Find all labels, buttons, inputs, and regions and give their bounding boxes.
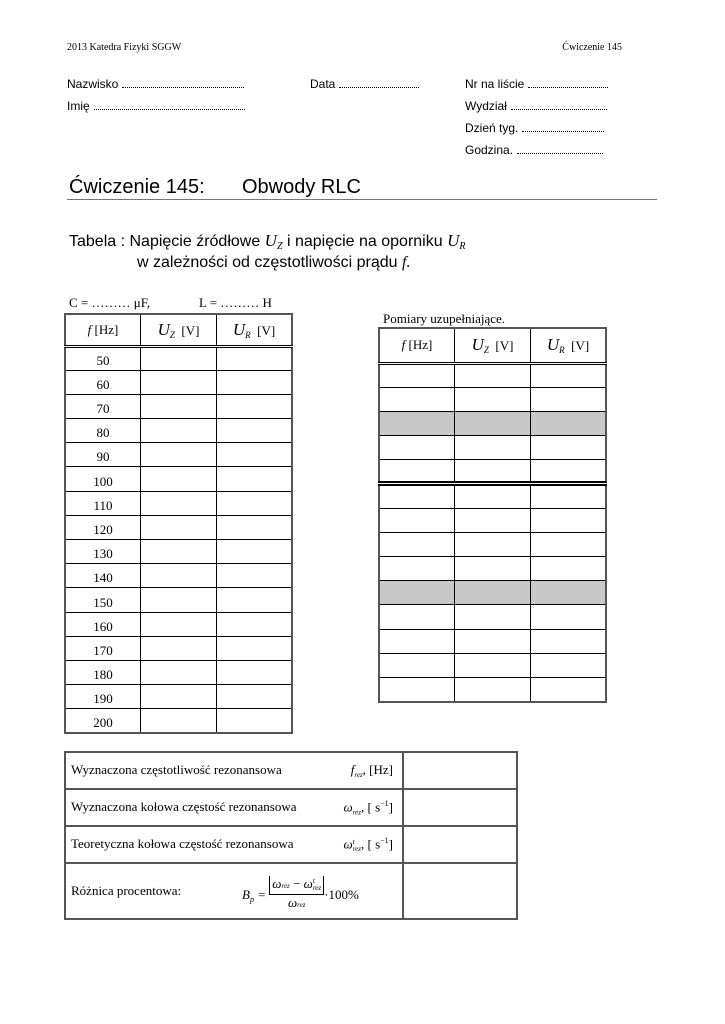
extra-f-cell[interactable]: [379, 411, 455, 435]
extra-ur-cell[interactable]: [531, 436, 607, 460]
extra-uz-cell[interactable]: [455, 436, 531, 460]
name-field[interactable]: [67, 99, 245, 113]
diff-numerator: ωrez − ωt rez: [269, 876, 324, 895]
uz-cell[interactable]: [141, 660, 217, 684]
result-row-diff: [65, 863, 517, 919]
extra-col-f: f [Hz]: [379, 328, 455, 363]
freq-cell: 150: [65, 588, 141, 612]
table-row: [65, 636, 292, 660]
result-freq-label: Wyznaczona częstotliwość rezonansowa: [71, 762, 282, 777]
extra-uz-cell[interactable]: [455, 363, 531, 387]
table-row: [65, 612, 292, 636]
freq-cell: 50: [65, 346, 141, 370]
extra-table-row: [379, 484, 606, 508]
list-no-label: Nr na liście: [465, 77, 525, 91]
ur-cell[interactable]: [217, 419, 293, 443]
extra-ur-cell[interactable]: [531, 387, 607, 411]
extra-uz-cell[interactable]: [455, 508, 531, 532]
extra-ur-cell[interactable]: [531, 532, 607, 556]
result-row-omega: [65, 789, 517, 826]
table-row: [65, 540, 292, 564]
extra-table-row: [379, 557, 606, 581]
table-row: [65, 467, 292, 491]
hour-label: Godzina.: [465, 143, 514, 157]
extra-f-cell[interactable]: [379, 605, 455, 629]
extra-f-cell[interactable]: [379, 629, 455, 653]
extra-f-cell[interactable]: [379, 436, 455, 460]
extra-ur-cell[interactable]: [531, 605, 607, 629]
extra-uz-cell[interactable]: [455, 653, 531, 677]
uz-cell[interactable]: [141, 515, 217, 539]
name-dots: [94, 99, 245, 110]
weekday-label: Dzień tyg.: [465, 121, 519, 135]
result-freq-value[interactable]: [403, 752, 517, 789]
ur-cell[interactable]: [217, 636, 293, 660]
ur-cell[interactable]: [217, 660, 293, 684]
extra-col-uz: $U_Z$ [V]: [455, 328, 531, 363]
freq-cell: 140: [65, 564, 141, 588]
result-omega-theory-label: Teoretyczna kołowa częstość rezonansowa: [71, 835, 294, 851]
subtitle-f: f.: [402, 254, 411, 271]
subtitle-line1: [69, 231, 465, 252]
extra-table-header: [379, 328, 606, 363]
extra-ur-cell[interactable]: [531, 581, 607, 605]
uz-cell[interactable]: [141, 685, 217, 709]
extra-ur-cell[interactable]: [531, 460, 607, 484]
extra-uz-cell[interactable]: [455, 460, 531, 484]
freq-cell: 130: [65, 540, 141, 564]
result-omega-label: Wyznaczona kołowa częstość rezonansowa: [71, 798, 297, 814]
col-f: f [Hz]: [65, 314, 141, 346]
uz-cell[interactable]: [141, 370, 217, 394]
surname-dots: [122, 77, 244, 88]
result-omega-symbol: $\omega_{rez}$, [ $s^{-1}$]: [343, 798, 393, 817]
extra-ur-cell[interactable]: [531, 653, 607, 677]
uz-cell[interactable]: [141, 467, 217, 491]
results-table: [64, 751, 518, 920]
weekday-field[interactable]: [465, 121, 604, 135]
weekday-dots: [522, 121, 604, 132]
extra-uz-cell[interactable]: [455, 557, 531, 581]
extra-col-ur: $U_R$ [V]: [531, 328, 607, 363]
main-table-header: [65, 314, 292, 346]
table-row: [65, 346, 292, 370]
hour-field[interactable]: [465, 143, 603, 157]
col-uz: $U_Z$ [V]: [141, 314, 217, 346]
ur-cell[interactable]: [217, 443, 293, 467]
extra-ur-cell[interactable]: [531, 677, 607, 701]
freq-cell: 80: [65, 419, 141, 443]
extra-f-cell[interactable]: [379, 653, 455, 677]
extra-table-row: [379, 387, 606, 411]
table-row: [65, 709, 292, 733]
result-omega-theory-value[interactable]: [403, 826, 517, 863]
extra-table-row: [379, 532, 606, 556]
date-field[interactable]: [310, 77, 419, 91]
uz-cell[interactable]: [141, 540, 217, 564]
freq-cell: 90: [65, 443, 141, 467]
extra-f-cell[interactable]: [379, 484, 455, 508]
ur-cell[interactable]: [217, 564, 293, 588]
faculty-field[interactable]: [465, 99, 607, 113]
extra-uz-cell[interactable]: [455, 387, 531, 411]
ur-cell[interactable]: [217, 709, 293, 733]
freq-cell: 120: [65, 515, 141, 539]
table-row: [65, 660, 292, 684]
table-row: [65, 394, 292, 418]
extra-table-row: [379, 653, 606, 677]
extra-ur-cell[interactable]: [531, 557, 607, 581]
col-ur: $U_R$ [V]: [217, 314, 293, 346]
uz-cell[interactable]: [141, 419, 217, 443]
table-row: [65, 370, 292, 394]
uz-symbol: U: [264, 231, 277, 250]
result-omega-label-cell: [65, 789, 403, 826]
extra-uz-cell[interactable]: [455, 532, 531, 556]
diff-fraction: [269, 876, 324, 913]
freq-cell: 190: [65, 685, 141, 709]
exercise-number: Ćwiczenie 145:: [69, 176, 205, 198]
subtitle-middle: i napięcie na oporniku: [286, 233, 443, 250]
main-table: [64, 313, 293, 734]
list-no-dots: [528, 77, 608, 88]
ur-cell[interactable]: [217, 515, 293, 539]
ur-cell[interactable]: [217, 540, 293, 564]
ur-cell[interactable]: [217, 491, 293, 515]
extra-uz-cell[interactable]: [455, 677, 531, 701]
extra-f-cell[interactable]: [379, 532, 455, 556]
result-diff-label: Różnica procentowa:: [71, 883, 182, 898]
extra-uz-cell[interactable]: [455, 629, 531, 653]
uz-sub: Z: [276, 241, 283, 252]
table-row: [65, 515, 292, 539]
extra-table-row: [379, 363, 606, 387]
extra-ur-cell[interactable]: [531, 629, 607, 653]
uz-cell[interactable]: [141, 394, 217, 418]
hour-dots: [517, 143, 603, 154]
subtitle-prefix: Tabela : Napięcie źródłowe: [69, 233, 261, 250]
extra-ur-cell[interactable]: [531, 411, 607, 435]
extra-ur-cell[interactable]: [531, 508, 607, 532]
table-row: [65, 564, 292, 588]
uz-cell[interactable]: [141, 491, 217, 515]
ur-sub: R: [459, 241, 466, 252]
extra-table-row: [379, 605, 606, 629]
table-row: [65, 588, 292, 612]
ur-cell[interactable]: [217, 467, 293, 491]
freq-cell: 180: [65, 660, 141, 684]
extra-ur-cell[interactable]: [531, 363, 607, 387]
freq-cell: 100: [65, 467, 141, 491]
extra-f-cell[interactable]: [379, 387, 455, 411]
extra-uz-cell[interactable]: [455, 581, 531, 605]
table-row: [65, 419, 292, 443]
extra-f-cell[interactable]: [379, 581, 455, 605]
ur-cell[interactable]: [217, 370, 293, 394]
ur-symbol: U: [447, 231, 460, 250]
result-row-omega-theory: [65, 826, 517, 863]
result-omega-theory-label-cell: [65, 826, 403, 863]
freq-cell: 170: [65, 636, 141, 660]
exercise-topic: Obwody RLC: [242, 176, 361, 198]
extra-uz-cell[interactable]: [455, 484, 531, 508]
extra-caption: Pomiary uzupełniające.: [383, 311, 506, 326]
date-dots: [339, 77, 419, 88]
diff-formula: B p = ωrez − ωt rez ωrez ·100%: [242, 876, 359, 913]
main-table-body: [65, 346, 292, 733]
freq-cell: 70: [65, 394, 141, 418]
date-label: Data: [310, 77, 336, 91]
subtitle-line2: [137, 254, 410, 272]
extra-uz-cell[interactable]: [455, 411, 531, 435]
subtitle-line2-text: w zależności od częstotliwości prądu: [137, 254, 398, 271]
surname-label: Nazwisko: [67, 77, 119, 91]
freq-cell: 160: [65, 612, 141, 636]
freq-cell: 60: [65, 370, 141, 394]
extra-table-body: [379, 363, 606, 702]
table-row: [65, 443, 292, 467]
extra-table-row: [379, 581, 606, 605]
result-freq-symbol: $f_{rez}$, [Hz]: [350, 762, 393, 779]
uz-cell[interactable]: [141, 346, 217, 370]
header-left: 2013 Katedra Fizyki SGGW: [67, 42, 182, 53]
faculty-dots: [511, 99, 607, 110]
ur-cell[interactable]: [217, 394, 293, 418]
table-row: [65, 491, 292, 515]
extra-table-row: [379, 677, 606, 701]
name-label: Imię: [67, 99, 90, 113]
extra-table: [378, 327, 607, 703]
uz-cell[interactable]: [141, 588, 217, 612]
extra-table-row: [379, 508, 606, 532]
table-row: [65, 685, 292, 709]
result-freq-label-cell: [65, 752, 403, 789]
extra-f-cell[interactable]: [379, 363, 455, 387]
uz-cell[interactable]: [141, 564, 217, 588]
inductance-param: L = ……… H: [199, 295, 272, 310]
diff-denominator: ωrez: [287, 895, 306, 910]
result-omega-value[interactable]: [403, 789, 517, 826]
capacitance-param: C = ……… μF,: [69, 295, 151, 310]
header-right: Ćwiczenie 145: [562, 42, 622, 53]
extra-table-row: [379, 629, 606, 653]
result-row-freq: [65, 752, 517, 789]
extra-f-cell[interactable]: [379, 508, 455, 532]
extra-uz-cell[interactable]: [455, 605, 531, 629]
extra-ur-cell[interactable]: [531, 484, 607, 508]
uz-cell[interactable]: [141, 443, 217, 467]
uz-cell[interactable]: [141, 709, 217, 733]
extra-table-row: [379, 411, 606, 435]
result-diff-label-cell: [65, 863, 403, 919]
result-omega-theory-symbol: ωt rez, [ $s^{-1}$]: [343, 835, 393, 854]
extra-f-cell[interactable]: [379, 677, 455, 701]
extra-table-row: [379, 436, 606, 460]
extra-f-cell[interactable]: [379, 557, 455, 581]
ur-cell[interactable]: [217, 346, 293, 370]
freq-cell: 110: [65, 491, 141, 515]
freq-cell: 200: [65, 709, 141, 733]
uz-cell[interactable]: [141, 612, 217, 636]
ur-cell[interactable]: [217, 612, 293, 636]
ur-cell[interactable]: [217, 588, 293, 612]
list-no-field[interactable]: [465, 77, 608, 91]
title-rule: [67, 199, 657, 200]
surname-field[interactable]: [67, 77, 244, 91]
uz-cell[interactable]: [141, 636, 217, 660]
faculty-label: Wydział: [465, 99, 507, 113]
extra-table-row: [379, 460, 606, 484]
result-diff-value[interactable]: [403, 863, 517, 919]
ur-cell[interactable]: [217, 685, 293, 709]
extra-f-cell[interactable]: [379, 460, 455, 484]
